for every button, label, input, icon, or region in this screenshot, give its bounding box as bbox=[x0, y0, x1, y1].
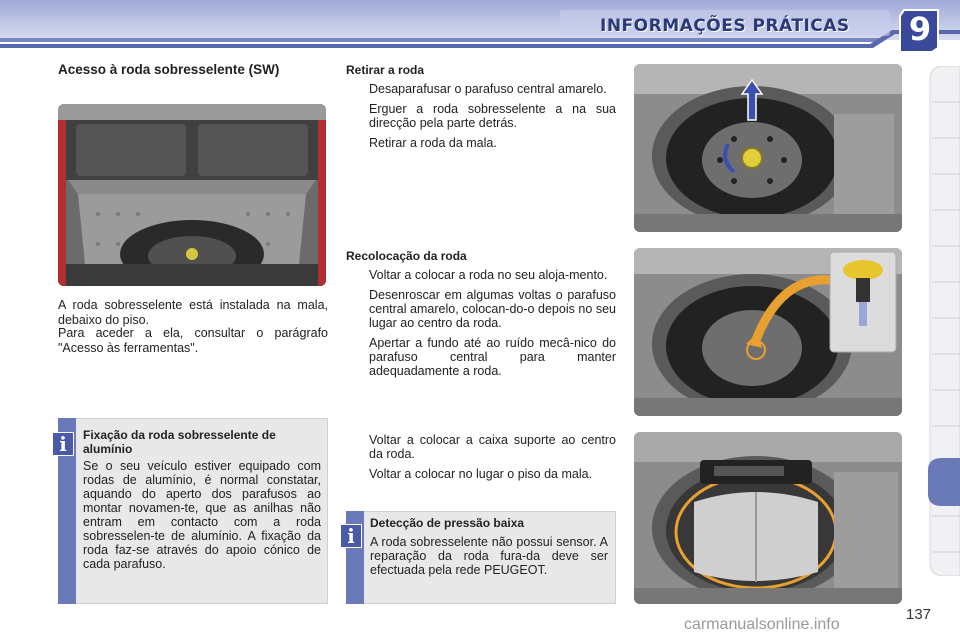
watermark: carmanualsonline.info bbox=[684, 616, 840, 633]
list-item: Erguer a roda sobresselente a na sua direcção pela parte detrás. bbox=[369, 102, 616, 130]
list-item: Retirar a roda da mala. bbox=[369, 136, 497, 150]
refit-steps bbox=[346, 268, 616, 384]
chapter-number: 9 bbox=[908, 10, 932, 48]
info-pressure-heading: Detecção de pressão baixa bbox=[370, 516, 525, 530]
remove-steps bbox=[346, 82, 616, 156]
info-alloy-body: Se o seu veículo estiver equipado com rodas de alumínio, é normal constatar, aquando do aperto dos parafusos ao montar novamen-te, que as anilhas não entram em contacto com a roda sobresselen-te de alumínio. A fixação da roda faz-se através do apoio cónico de cada parafuso. bbox=[83, 459, 321, 571]
spare-wheel-unscrew-photo bbox=[634, 64, 902, 232]
list-item: Voltar a colocar a caixa suporte ao centro da roda. bbox=[369, 433, 616, 461]
list-item: Apertar a fundo até ao ruído mecâ-nico do parafuso central para manter adequadamente a roda. bbox=[369, 336, 616, 378]
info-pressure-body: A roda sobresselente não possui sensor. A reparação da roda fura-da deve ser efectuada pela rede PEUGEOT. bbox=[370, 535, 608, 577]
remove-heading: Retirar a roda bbox=[346, 63, 425, 77]
page-number: 137 bbox=[906, 606, 932, 623]
spare-wheel-screw-photo bbox=[634, 248, 902, 416]
chapter-title: INFORMAÇÕES PRÁTICAS bbox=[600, 16, 850, 36]
section-title: Acesso à roda sobresselente (SW) bbox=[58, 62, 280, 77]
chapter-tabs[interactable] bbox=[928, 66, 960, 576]
final-steps bbox=[346, 433, 616, 487]
list-item: Voltar a colocar no lugar o piso da mala. bbox=[369, 467, 593, 481]
intro-paragraph-2: Para aceder a ela, consultar o parágrafo "Acesso às ferramentas". bbox=[58, 326, 328, 355]
list-item: Desenroscar em algumas voltas o parafuso central amarelo, colocan-do-o depois no seu lugar ao centro da roda. bbox=[369, 288, 616, 330]
info-icon: i bbox=[340, 524, 362, 548]
trunk-photo bbox=[58, 104, 326, 286]
refit-heading: Recolocação da roda bbox=[346, 249, 467, 263]
intro-paragraph-1: A roda sobresselente está instalada na mala, debaixo do piso. bbox=[58, 298, 328, 327]
list-item: Desaparafusar o parafuso central amarelo. bbox=[369, 82, 607, 96]
spare-wheel-refitted-photo bbox=[634, 432, 902, 604]
info-icon: i bbox=[52, 432, 74, 456]
info-alloy-heading: Fixação da roda sobresselente de alumínio bbox=[83, 428, 276, 456]
list-item: Voltar a colocar a roda no seu aloja-mento. bbox=[369, 268, 608, 282]
